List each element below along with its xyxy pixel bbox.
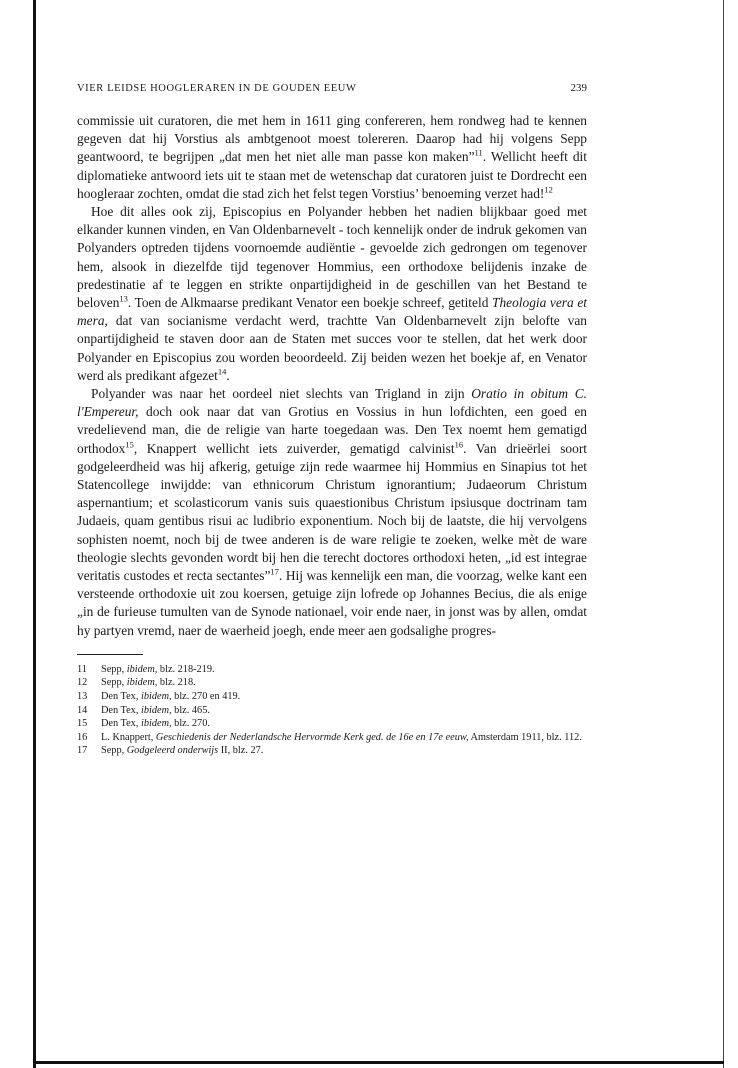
footnote-reference: 14 bbox=[217, 366, 227, 377]
italic-text: ibidem, bbox=[140, 691, 172, 703]
footnote bbox=[77, 731, 587, 745]
text-run: blz. 270. bbox=[171, 718, 210, 730]
text-run: Sepp, bbox=[101, 663, 127, 675]
footnote-number: 17 bbox=[77, 745, 88, 757]
footnote bbox=[77, 676, 587, 690]
footnote-text bbox=[101, 704, 587, 718]
text-run: Sepp, bbox=[101, 677, 127, 689]
text-run: . Van drieërlei soort godgeleerdheid was hij afkerig, getuige zijn rede waarmee hij Hommius en Sinapius tot het Statencollege inwijdde: van ethnicorum Christum ignorantium; Judaeorum Christum aspernantium; et scolasticorum vanis suis quaestionibus Christum ipsiusque doctrinam tam Judaeis, quam gentibus risui ac ludibrio exponentium. Noch bij de laatste, die hij vervolgens sophisten noemt, noch bij de twee anderen is de ware religie te zoeken, welke mèt de ware theologie slechts gevonden wordt bij hen die terecht doctores orthodoxi heten, „id est integrae veritatis custodes et recta sectantes” bbox=[77, 440, 587, 584]
text-run: Den Tex, bbox=[101, 718, 141, 730]
text-run: blz. 218. bbox=[157, 677, 196, 689]
footnote-reference: 16 bbox=[454, 439, 464, 450]
text-run: Polyander was naar het oordeel niet slechts van Trigland in zijn bbox=[91, 386, 472, 402]
footnote-number: 16 bbox=[77, 731, 88, 743]
italic-text: ibidem, bbox=[140, 718, 172, 730]
footnote-text bbox=[101, 717, 587, 731]
italic-text: Theologia vera et mera, bbox=[77, 295, 587, 329]
italic-text: ibidem, bbox=[140, 704, 172, 716]
footnote-reference: 12 bbox=[544, 184, 553, 195]
text-run: Hoe dit alles ook zij, Episcopius en Polyander hebben het nadien blijkbaar goed met elkander kunnen vinden, en Van Oldenbarnevelt - toch kennelijk onder de indruk gekomen van Polyanders optreden tijdens voornoemde audiëntie - gevoelde zich gedrongen om tegenover hem, alsook in diezelfde tijd tegenover Hommius, een orthodoxe belijdenis inzake de predestinatie af te leggen en strikte onpartijdigheid in de geschillen van het Bestand te beloven bbox=[77, 204, 587, 311]
text-run: L. Knappert, bbox=[101, 731, 156, 743]
paragraph bbox=[77, 385, 587, 640]
footnote-number: 13 bbox=[77, 691, 88, 703]
text-run: blz. 270 en 419. bbox=[171, 691, 241, 703]
footnote-number: 12 bbox=[77, 677, 88, 689]
paragraph bbox=[77, 203, 587, 385]
book-page bbox=[77, 82, 587, 758]
text-run: Sepp, bbox=[101, 745, 127, 757]
footnote-text bbox=[101, 731, 587, 745]
text-run: . Hij was kennelijk een man, die voorzag, welke kant een versteende orthodoxie uit zou koersen, getuige zijn lofrede op Johannes Becius, die als enige „in de furieuse tumulten van de Synode nationael, voir ende naer, in jonst was by allen, omdat hy partyen vremd, naer de waerheid joegh, ende meer aen godsalighe progres- bbox=[77, 568, 587, 638]
footnote-text bbox=[101, 676, 587, 690]
footnote-text bbox=[101, 690, 587, 704]
footnote-text bbox=[101, 663, 587, 677]
text-run: blz. 465. bbox=[171, 704, 210, 716]
footnote-text bbox=[101, 744, 587, 758]
text-run: doch ook naar dat van Grotius en Vossius in hun lofdichten, een goed en vredelievend man, die de religie van harte toegedaan was. Den Tex noemt hem gematigd orthodox bbox=[77, 404, 587, 456]
text-run: Den Tex, bbox=[101, 704, 141, 716]
running-head bbox=[77, 82, 587, 94]
footnote bbox=[77, 663, 587, 677]
italic-text: Godgeleerd onderwijs bbox=[126, 745, 219, 757]
text-run: . Toen de Alkmaarse predikant Venator een boekje schreef, getiteld bbox=[127, 295, 492, 311]
footnote-reference: 17 bbox=[270, 566, 279, 577]
italic-text: Oratio in obitum C. l'Empereur, bbox=[77, 386, 587, 420]
italic-text: ibidem, bbox=[126, 677, 158, 689]
scan-border-bottom bbox=[33, 1061, 724, 1064]
footnote-reference: 13 bbox=[119, 293, 128, 304]
text-run: II, blz. 27. bbox=[218, 745, 264, 757]
italic-text: ibidem, bbox=[126, 663, 158, 675]
scan-border-right bbox=[723, 0, 724, 1068]
text-run: dat van socianisme verdacht werd, trachtte Van Oldenbarnevelt zijn belofte van onpartijdigheid te staven door aan de Staten met succes voor te stellen, dat het werk door Polyander en Episcopius zou worden beoordeeld. Zij beiden wezen het boekje af, en Venator werd als predikant afgezet bbox=[77, 313, 587, 383]
text-run: . Wellicht heeft dit diplomatieke antwoord iets uit te staan met de wetenschap dat curatoren juist te Dordrecht een hoogleraar zochten, omdat die stad zich het felst tegen Vorstius’ benoeming verzet had! bbox=[77, 149, 587, 201]
text-run: Amsterdam 1911, blz. 112. bbox=[468, 731, 582, 743]
running-title: VIER LEIDSE HOOGLERAREN IN DE GOUDEN EEUW bbox=[77, 83, 357, 94]
text-run: , Knappert wellicht iets zuiverder, gematigd calvinist bbox=[133, 440, 455, 456]
text-run: . bbox=[226, 367, 230, 383]
page-number: 239 bbox=[570, 82, 587, 94]
footnote-reference: 11 bbox=[474, 147, 483, 158]
footnote-number: 15 bbox=[77, 718, 88, 730]
footnote-reference: 15 bbox=[125, 439, 134, 450]
text-run: Den Tex, bbox=[101, 691, 141, 703]
main-text bbox=[77, 112, 587, 640]
italic-text: Geschiedenis der Nederlandsche Hervormde Kerk ged. de 16e en 17e eeuw, bbox=[155, 731, 469, 743]
paragraph bbox=[77, 112, 587, 203]
scan-border-left bbox=[33, 0, 36, 1068]
footnote bbox=[77, 704, 587, 718]
text-run: commissie uit curatoren, die met hem in 1611 ging confereren, hem rondweg had te kennen gegeven dat hij Vorstius als ambtgenoot moest tolereren. Daarop had hij volgens Sepp geantwoord, te begrijpen „dat men het niet alle man passe kon maken” bbox=[77, 113, 587, 165]
footnote bbox=[77, 717, 587, 731]
footnote-number: 11 bbox=[77, 663, 87, 675]
footnotes bbox=[77, 663, 587, 758]
footnote-number: 14 bbox=[77, 704, 88, 716]
footnote-rule bbox=[77, 654, 143, 655]
footnote bbox=[77, 690, 587, 704]
footnote bbox=[77, 744, 587, 758]
text-run: blz. 218-219. bbox=[157, 663, 215, 675]
